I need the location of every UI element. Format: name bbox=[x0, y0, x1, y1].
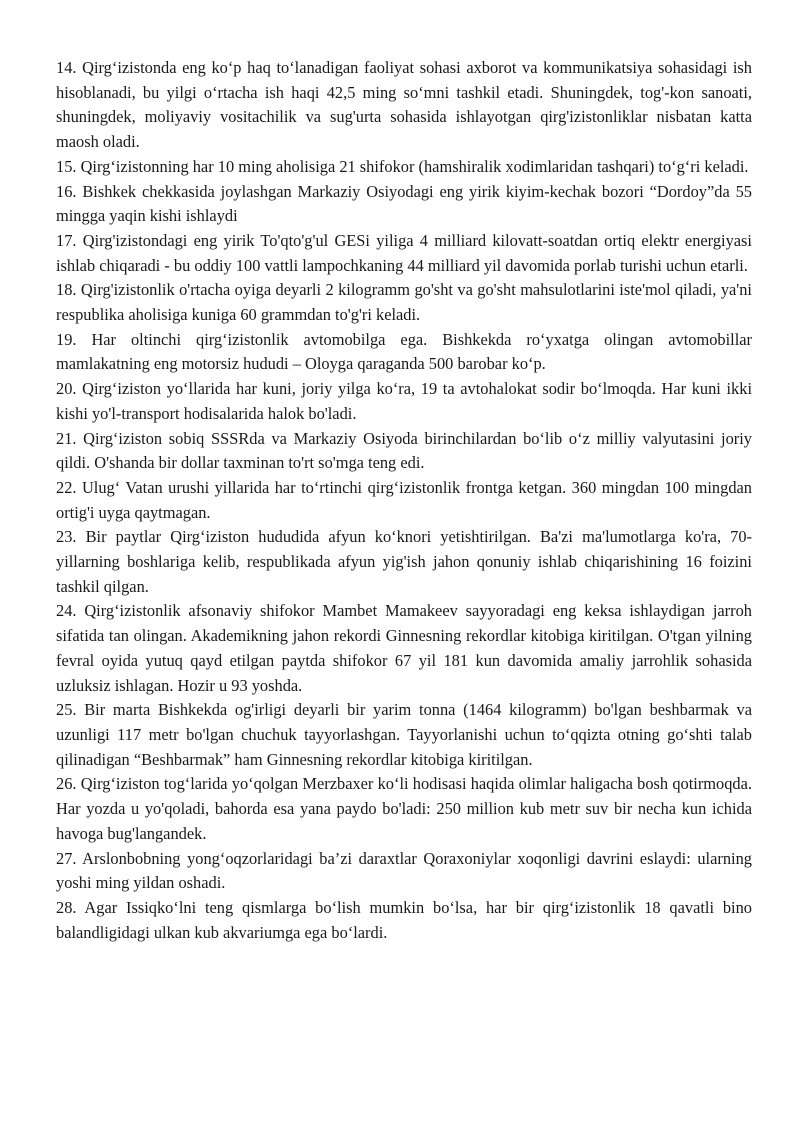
paragraph-20: 20. Qirg‘iziston yo‘llarida har kuni, joriy yilga ko‘ra, 19 ta avtohalokat sodir bo‘lmoqda. Har kuni ikki kishi yo'l-transport hodisalarida halok bo'ladi. bbox=[56, 379, 752, 423]
paragraph-24: 24. Qirg‘izistonlik afsonaviy shifokor Mambet Mamakeev sayyoradagi eng keksa ishlaydigan jarroh sifatida tan olingan. Akademikning jahon rekordi Ginnesning rekordlar kitobiga kiritilgan. O'tgan yilning fevral oyida yutuq qayd etilgan paytda shifokor 67 yil 181 kun davomida amaliy jarrohlik sohasida uzluksiz ishlagan. Hozir u 93 yoshda. bbox=[56, 601, 752, 695]
paragraph-21: 21. Qirg‘iziston sobiq SSSRda va Markaziy Osiyoda birinchilardan bo‘lib o‘z milliy valyutasini joriy qildi. O'shanda bir dollar taxminan to'rt so'mga teng edi. bbox=[56, 428, 752, 473]
document-page bbox=[56, 56, 752, 945]
paragraph-14: 14. Qirg‘izistonda eng ko‘p haq to‘lanadigan faoliyat sohasi axborot va kommunikatsiya sohasidagi ish hisoblanadi, bu yilgi o‘rtacha ish haqi 42,5 ming so‘mni tashkil etadi. Shuningdek, tog'-kon sanoati, shuningdek, moliyaviy vositachilik va sug'urta sohasida ishlayotgan qirg'izistonliklar nisbatan katta maosh oladi. bbox=[56, 58, 752, 152]
paragraph-19: 19. Har oltinchi qirg‘izistonlik avtomobilga ega. Bishkekda ro‘yxatga olingan avtomobillar mamlakatning eng motorsiz hududi – Oloyga qaraganda 500 barobar ko‘p. bbox=[56, 329, 752, 374]
paragraph-15: 15. Qirg‘izistonning har 10 ming aholisiga 21 shifokor (hamshiralik xodimlaridan tashqari) to‘g‘ri keladi. bbox=[56, 156, 749, 176]
paragraph-18: 18. Qirg'izistonlik o'rtacha oyiga deyarli 2 kilogramm go'sht va go'sht mahsulotlarini iste'mol qiladi, ya'ni respublika aholisiga kuniga 60 grammdan to'g'ri keladi. bbox=[56, 280, 752, 325]
paragraph-16: 16. Bishkek chekkasida joylashgan Markaziy Osiyodagi eng yirik kiyim-kechak bozori “Dordoy”da 55 mingga yaqin kishi ishlaydi bbox=[56, 181, 752, 226]
paragraph-17: 17. Qirg'izistondagi eng yirik To'qto'g'ul GESi yiliga 4 milliard kilovatt-soatdan ortiq elektr energiyasi ishlab chiqaradi - bu oddiy 100 vattli lampochkaning 44 milliard yil davomida porlab turishi uchun etarli. bbox=[56, 230, 752, 275]
paragraph-23: 23. Bir paytlar Qirg‘iziston hududida afyun ko‘knori yetishtirilgan. Ba'zi ma'lumotlarga ko'ra, 70-yillarning boshlariga kelib, respublikada afyun yig'ish jahon qonuniy ishlab chiqarishining 16 foizini tashkil qilgan. bbox=[56, 527, 752, 596]
paragraph-25: 25. Bir marta Bishkekda og'irligi deyarli bir yarim tonna (1464 kilogramm) bo'lgan beshbarmak va uzunligi 117 metr bo'lgan chuchuk tayyorlashgan. Tayyorlanishi uchun to‘qqizta otning go‘shti talab qilinadigan “Beshbarmak” ham Ginnesning rekordlar kitobiga kiritilgan. bbox=[56, 700, 752, 769]
paragraph-22: 22. Ulug‘ Vatan urushi yillarida har to‘rtinchi qirg‘izistonlik frontga ketgan. 360 mingdan 100 mingdan ortig'i uyga qaytmagan. bbox=[56, 477, 752, 522]
paragraph-26: 26. Qirg‘iziston tog‘larida yo‘qolgan Merzbaxer ko‘li hodisasi haqida olimlar haligacha bosh qotirmoqda. Har yozda u yo'qoladi, bahorda esa yana paydo bo'ladi: 250 million kub metr suv bir necha kun ichida havoga bug'langandek. bbox=[56, 774, 752, 843]
paragraph-28: 28. Agar Issiqko‘lni teng qismlarga bo‘lish mumkin bo‘lsa, har bir qirg‘izistonlik 18 qavatli bino balandligidagi ulkan kub akvariumga ega bo‘lardi. bbox=[56, 897, 752, 942]
paragraph-27: 27. Arslonbobning yong‘oqzorlaridagi ba’zi daraxtlar Qoraxoniylar xoqonligi davrini eslaydi: ularning yoshi ming yildan oshadi. bbox=[56, 848, 752, 893]
